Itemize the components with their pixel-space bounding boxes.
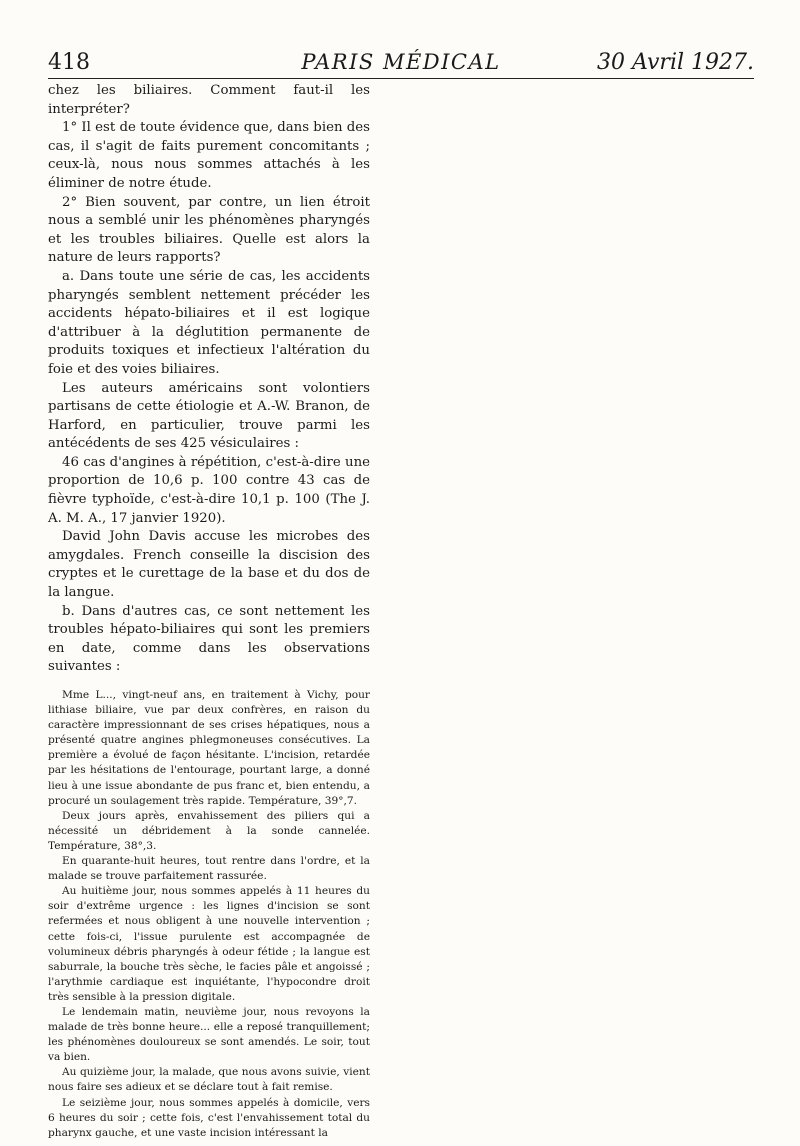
body-paragraph: 46 cas d'angines à répétition, c'est-à-dire une proportion de 10,6 p. 100 contre 43 cas de fièvre typhoïde, c'est-à-dire 10,1 p. 100 (The J. A. M. A., 17 janvier 1920). bbox=[48, 454, 370, 526]
spacer bbox=[48, 677, 370, 688]
case-paragraph: Le lendemain matin, neuvième jour, nous revoyons la malade de très bonne heure... elle a reposé tranquillement; les phénomènes douloureux se sont amendés. Le soir, tout va bien. bbox=[48, 1005, 370, 1064]
body-paragraph: b. Dans d'autres cas, ce sont nettement les troubles hépato-biliaires qui sont les premiers en date, comme dans les observations suivantes : bbox=[48, 603, 370, 675]
body-paragraph: Les auteurs américains sont volontiers partisans de cette étiologie et A.-W. Branon, de Harford, en particulier, trouve parmi les antécédents de ses 425 vésiculaires : bbox=[48, 380, 370, 452]
body-paragraph: a. Dans toute une série de cas, les accidents pharyngés semblent nettement précéder les accidents hépato-biliaires et il est logique d'attribuer à la déglutition permanente de produits toxiques et infectieux l'altération du foie et des voies biliaires. bbox=[48, 268, 370, 377]
issue-date: 30 Avril 1927. bbox=[597, 50, 754, 75]
page-number: 418 bbox=[48, 50, 90, 75]
case-paragraph: Au quizième jour, la malade, que nous avons suivie, vient nous faire ses adieux et se déclare tout à fait remise. bbox=[48, 1066, 370, 1094]
left-column bbox=[48, 82, 370, 1139]
body-paragraph: David John Davis accuse les microbes des amygdales. French conseille la discision des cryptes et le curettage de la base et du dos de la langue. bbox=[48, 529, 370, 601]
body-paragraph: 1° Il est de toute évidence que, dans bien des cas, il s'agit de faits purement concomitants ; ceux-là, nous nous sommes attachés à les éliminer de notre étude. bbox=[48, 120, 370, 191]
case-paragraph: En quarante-huit heures, tout rentre dans l'ordre, et la malade se trouve parfaitement rassurée. bbox=[48, 855, 370, 883]
case-paragraph: Au huitième jour, nous sommes appelés à 11 heures du soir d'extrême urgence : les lignes d'incision se sont refermées et nous obligent à une nouvelle intervention ; cette fois-ci, l'issue purulente est accompagnée de volumineux débris pharyngés à odeur fétide ; la langue est saburrale, la bouche très sèche, le facies pâle et angoissé ; l'arythmie cardiaque est inquiétante, l'hypocondre droit très sensible à la pression digitale. bbox=[48, 885, 370, 1003]
case-paragraph: Mme L..., vingt-neuf ans, en traitement à Vichy, pour lithiase biliaire, vue par deux confrères, en raison du caractère impressionnant de ses crises hépatiques, nous a présenté quatre angines phlegmoneuses consécutives. La première a évolué de façon hésitante. L'incision, retardée par les hésitations de l'entourage, pourtant large, a donné lieu à une issue abondante de pus franc et, bien entendu, a procuré un soulagement très rapide. Température, 39°,7. bbox=[48, 689, 370, 807]
header-rule bbox=[48, 78, 754, 79]
journal-title: PARIS MÉDICAL bbox=[301, 50, 501, 74]
case-paragraph: Le seizième jour, nous sommes appelés à domicile, vers 6 heures du soir ; cette fois, c'est l'envahissement total du pharynx gauche, et une vaste incision intéressant la bbox=[48, 1096, 370, 1139]
body-paragraph: chez les biliaires. Comment faut-il les interpréter? bbox=[48, 83, 370, 117]
body-paragraph: 2° Bien souvent, par contre, un lien étroit nous a semblé unir les phénomènes pharyngés et les troubles biliaires. Quelle est alors la nature de leurs rapports? bbox=[48, 194, 370, 266]
page-header bbox=[48, 50, 754, 80]
case-paragraph: Deux jours après, envahissement des piliers qui a nécessité un débridement à la sonde cannelée. Température, 38°,3. bbox=[48, 809, 370, 852]
